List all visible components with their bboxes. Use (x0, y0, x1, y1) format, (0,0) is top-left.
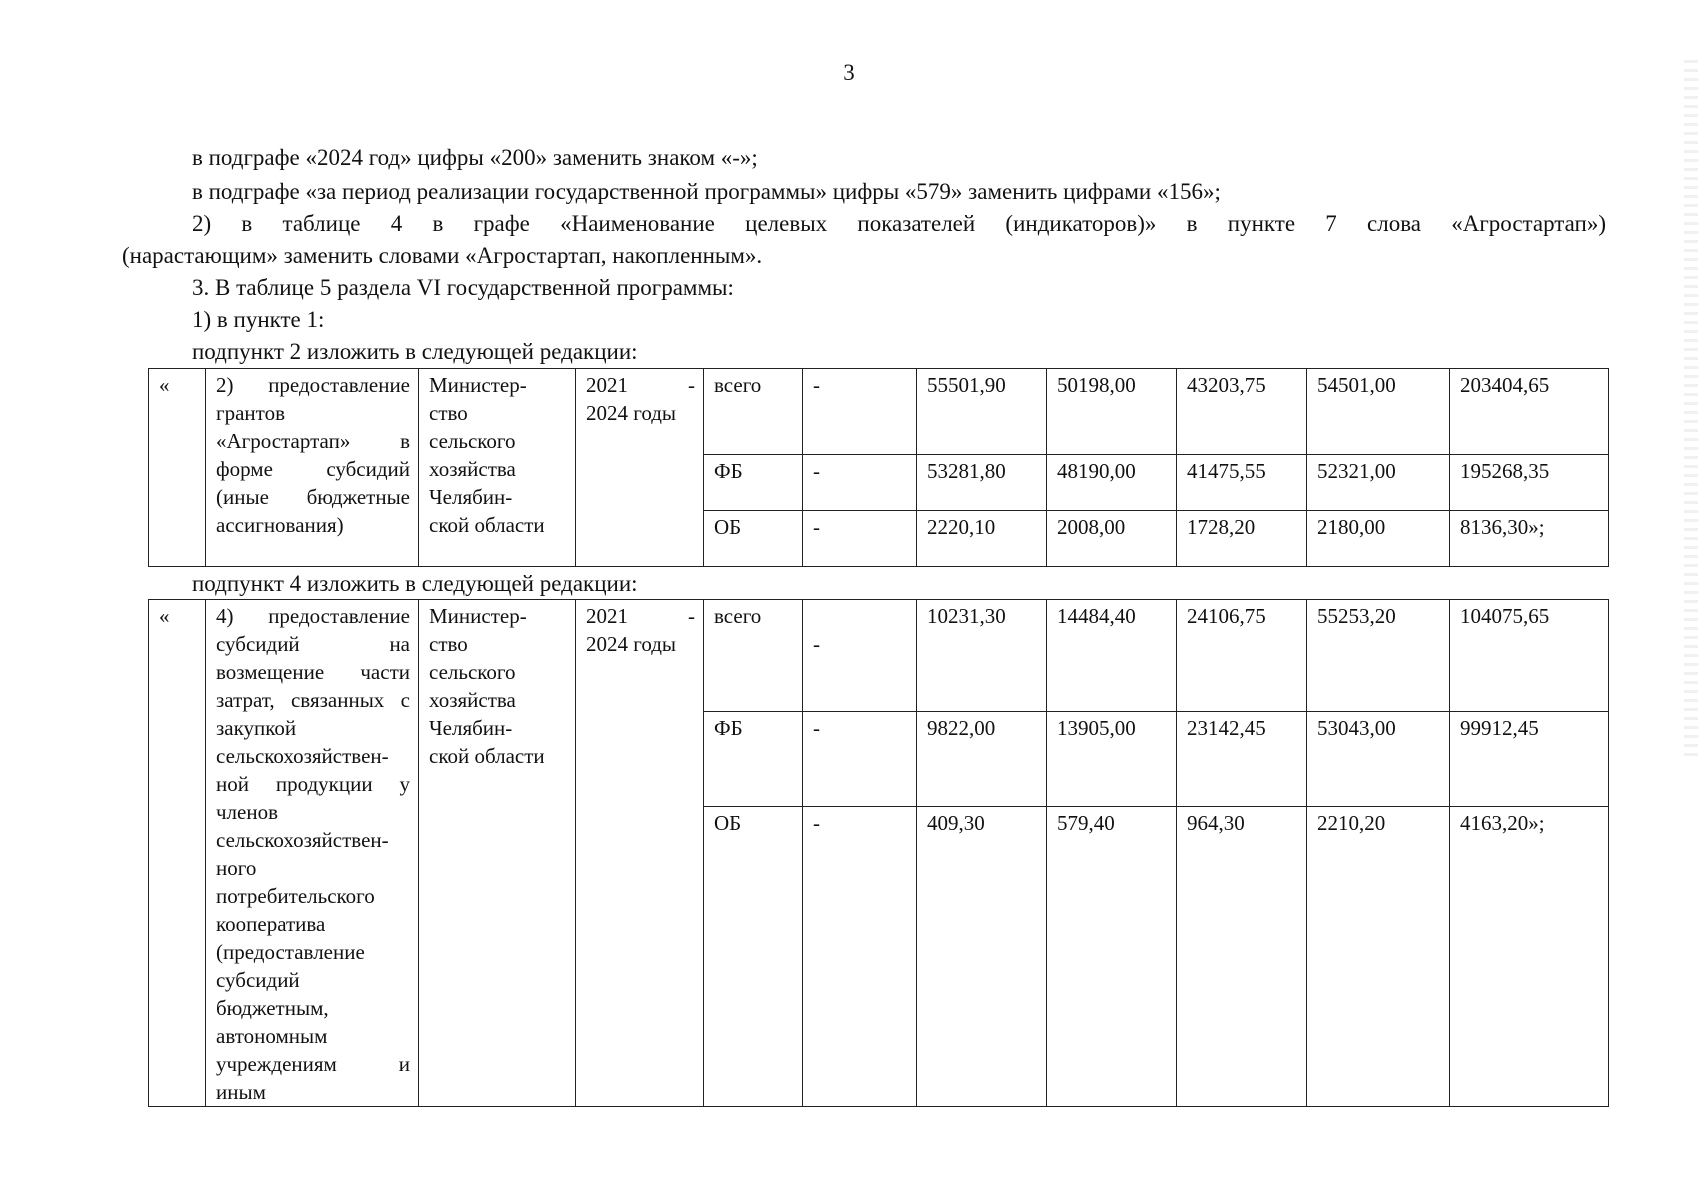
value-2024: 54501,00 (1307, 369, 1450, 455)
page-number: 3 (843, 60, 855, 85)
value-2023: 41475,55 (1177, 455, 1307, 511)
value-2023: 24106,75 (1177, 600, 1307, 712)
paragraph-subpoint4-intro: подпункт 4 изложить в следующей редакции: (192, 571, 638, 596)
funding-source: ФБ (704, 455, 803, 511)
value-2022: 13905,00 (1047, 712, 1177, 807)
executor: Министер- ство сельского хозяйства Челябин- ской области (419, 369, 576, 567)
table-row (149, 600, 1609, 712)
table-row (149, 369, 1609, 455)
value-2023: 1728,20 (1177, 511, 1307, 567)
value-2021: 409,30 (917, 807, 1047, 1107)
paragraph-subgraph-period: в подграфе «за период реализации государственной программы» цифры «579» заменить цифрами «156»; (192, 179, 1221, 204)
value-2023: 43203,75 (1177, 369, 1307, 455)
dash-cell: - (803, 511, 917, 567)
item-description: 2) предоставление грантов «Агростартап» в форме субсидий (иные бюджетные ассигнования) (206, 369, 419, 567)
value-total: 195268,35 (1450, 455, 1609, 511)
item-description: 4) предоставление субсидий на возмещение части затрат, связанных с закупкой сельскохозяйствен- ной продукции у членов сельскохозяйствен- ного потребительского кооператива (предоставление субсидий бюджетным, автономным учреждениям и иным (206, 600, 419, 1107)
value-total: 104075,65 (1450, 600, 1609, 712)
value-2024: 2210,20 (1307, 807, 1450, 1107)
dash-cell: - (803, 600, 917, 712)
value-2023: 23142,45 (1177, 712, 1307, 807)
value-2021: 9822,00 (917, 712, 1047, 807)
value-2021: 10231,30 (917, 600, 1047, 712)
value-2022: 48190,00 (1047, 455, 1177, 511)
value-total: 8136,30»; (1450, 511, 1609, 567)
paragraph-point1: 1) в пункте 1: (192, 307, 325, 332)
funding-source: всего (704, 369, 803, 455)
paragraph-table4-line2: (нарастающим» заменить словами «Агростартап, накопленным». (122, 243, 763, 268)
value-2021: 55501,90 (917, 369, 1047, 455)
value-2022: 50198,00 (1047, 369, 1177, 455)
paragraph-table4-line1: 2) в таблице 4 в графе «Наименование целевых показателей (индикаторов)» в пункте 7 слова «Агростартап») (192, 211, 1606, 236)
executor: Министер- ство сельского хозяйства Челябин- ской области (419, 600, 576, 1107)
funding-source: ОБ (704, 511, 803, 567)
value-total: 203404,65 (1450, 369, 1609, 455)
funding-source: всего (704, 600, 803, 712)
quote-mark: « (149, 369, 206, 567)
quote-mark: « (149, 600, 206, 1107)
paragraph-table5-heading: 3. В таблице 5 раздела VI государственной программы: (192, 275, 734, 300)
dash-cell: - (803, 369, 917, 455)
table-subpoint-2 (148, 368, 1609, 567)
paragraph-subpoint2-intro: подпункт 2 изложить в следующей редакции: (192, 339, 638, 364)
value-2024: 55253,20 (1307, 600, 1450, 712)
period: 2021 - 2024 годы (576, 600, 704, 1107)
dash-cell: - (803, 712, 917, 807)
value-2021: 2220,10 (917, 511, 1047, 567)
value-2024: 2180,00 (1307, 511, 1450, 567)
period: 2021 - 2024 годы (576, 369, 704, 567)
value-total: 4163,20»; (1450, 807, 1609, 1107)
table-subpoint-4 (148, 599, 1609, 1107)
funding-source: ОБ (704, 807, 803, 1107)
scan-edge-artifact (1684, 60, 1698, 760)
value-2022: 579,40 (1047, 807, 1177, 1107)
value-2024: 53043,00 (1307, 712, 1450, 807)
value-2024: 52321,00 (1307, 455, 1450, 511)
value-2022: 2008,00 (1047, 511, 1177, 567)
funding-source: ФБ (704, 712, 803, 807)
value-2023: 964,30 (1177, 807, 1307, 1107)
paragraph-subgraph-2024: в подграфе «2024 год» цифры «200» заменить знаком «-»; (192, 145, 758, 170)
dash-cell: - (803, 807, 917, 1107)
value-2021: 53281,80 (917, 455, 1047, 511)
value-2022: 14484,40 (1047, 600, 1177, 712)
dash-cell: - (803, 455, 917, 511)
value-total: 99912,45 (1450, 712, 1609, 807)
